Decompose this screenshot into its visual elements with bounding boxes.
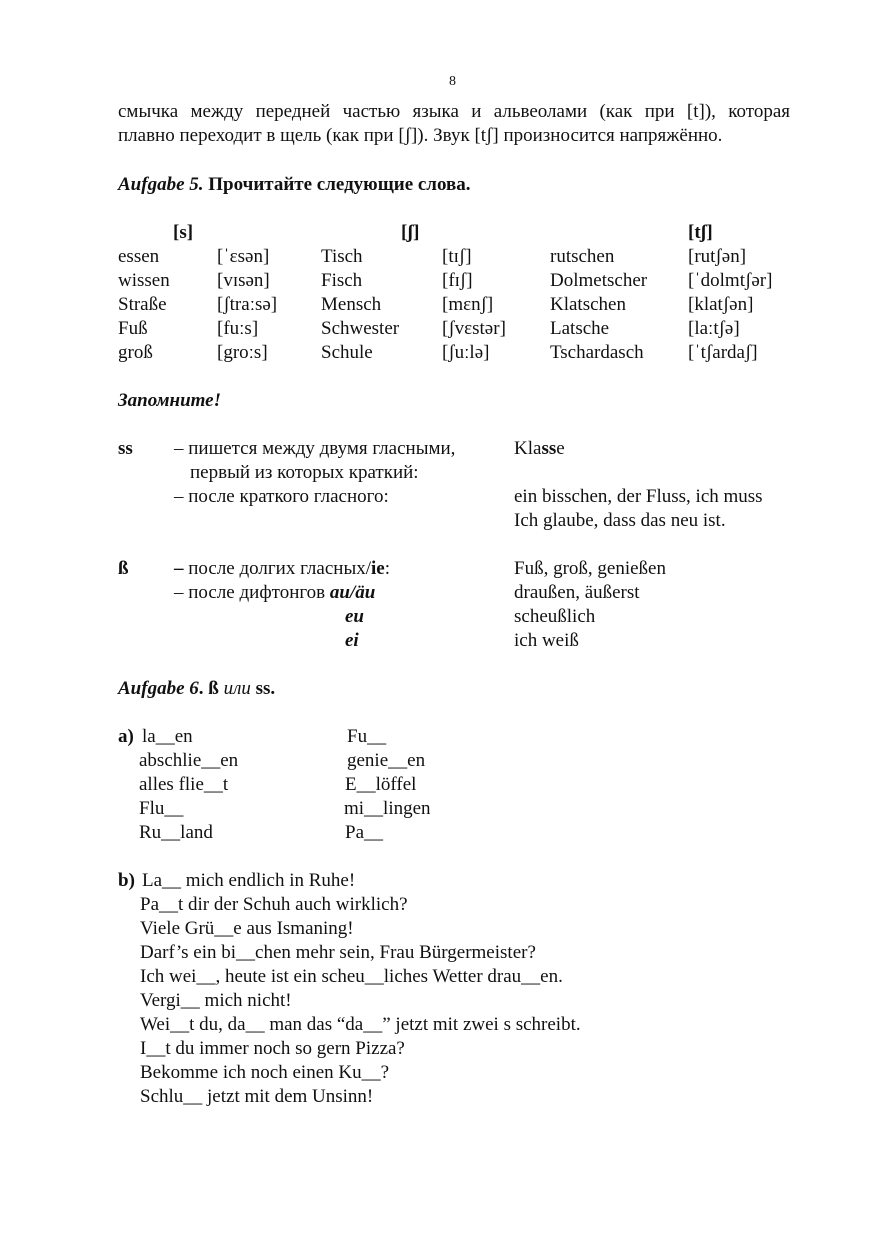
ipa-tsch-cell: [laːtʃə] [688, 318, 740, 339]
sz-rule-1: – после долгих гласных/ie: [174, 558, 390, 579]
word-tsch-cell: Klatschen [550, 294, 626, 315]
part-a-label: a) [118, 726, 134, 747]
word-sh-cell: Schwester [321, 318, 400, 339]
ss-rule-1-cont: первый из которых краткий: [190, 462, 419, 483]
exercise-sentence: Viele Grü__e aus Ismaning! [140, 918, 354, 939]
word-tsch-cell: rutschen [550, 246, 615, 267]
word-tsch-cell: Dolmetscher [550, 270, 648, 291]
part-b-label: b) [118, 870, 135, 891]
ipa-sh-cell: [ʃvɛstər] [442, 318, 506, 339]
exercise-sentence: Pa__t dir der Schuh auch wirklich? [140, 894, 408, 915]
remember-title: Запомните! [118, 390, 221, 411]
exercise-sentence: I__t du immer noch so gern Pizza? [140, 1038, 405, 1059]
ss-example-1: Klasse [514, 438, 565, 459]
exercise-item: Pa__ [345, 822, 383, 843]
word-s-cell: Straße [118, 294, 167, 315]
word-sh-cell: Fisch [321, 270, 363, 291]
ipa-tsch-cell: [rutʃən] [688, 246, 747, 267]
ipa-s-cell: [ˈɛsən] [217, 246, 270, 267]
ipa-tsch-cell: [ˈtʃardaʃ] [688, 342, 758, 363]
word-s-cell: wissen [118, 270, 170, 291]
word-s-cell: groß [118, 342, 153, 363]
ipa-s-cell: [groːs] [217, 342, 268, 363]
exercise-item: Fu__ [347, 726, 387, 747]
word-tsch-cell: Tschardasch [550, 342, 644, 363]
table-header: [tʃ] [688, 222, 713, 243]
exercise-sentence: Ich wei__, heute ist ein scheu__liches Wetter drau__en. [140, 966, 563, 987]
exercise-item: alles flie__t [139, 774, 229, 795]
exercise-item: Flu__ [139, 798, 184, 819]
ss-example-2-cont: Ich glaube, dass das neu ist. [514, 510, 726, 531]
exercise-sentence: Vergi__ mich nicht! [140, 990, 292, 1011]
ipa-sh-cell: [fɪʃ] [442, 270, 473, 291]
ipa-sh-cell: [tɪʃ] [442, 246, 472, 267]
intro-line: смычка между передней частью языка и альвеолами (как при [t]), которая [118, 101, 790, 122]
sz-example-4: ich weiß [514, 630, 579, 651]
ss-label: ss [118, 438, 133, 459]
sz-diphthong: ei [345, 630, 359, 651]
sz-diphthong: eu [345, 606, 364, 627]
task6-heading: Aufgabe 6. ß или ss. [118, 678, 276, 699]
word-sh-cell: Tisch [321, 246, 363, 267]
intro-line: плавно переходит в щель (как при [ʃ]). Звук [tʃ] произносится напряжённо. [118, 125, 723, 146]
ipa-tsch-cell: [ˈdolmtʃər] [688, 270, 773, 291]
ipa-sh-cell: [mɛnʃ] [442, 294, 494, 315]
word-sh-cell: Mensch [321, 294, 382, 315]
exercise-sentence: Darf’s ein bi__chen mehr sein, Frau Bürgermeister? [140, 942, 536, 963]
task5-instruction: Прочитайте следующие слова. [208, 174, 471, 195]
ss-example-2: ein bisschen, der Fluss, ich muss [514, 486, 763, 507]
exercise-item: Ru__land [139, 822, 213, 843]
sz-example-3: scheußlich [514, 606, 596, 627]
exercise-item: E__löffel [345, 774, 417, 795]
ss-rule-2: – после краткого гласного: [174, 486, 389, 507]
sz-rule-2: – после дифтонгов au/äu [174, 582, 376, 603]
exercise-sentence: Schlu__ jetzt mit dem Unsinn! [140, 1086, 374, 1107]
ss-rule-1: – пишется между двумя гласными, [174, 438, 456, 459]
table-header: [ʃ] [401, 222, 420, 243]
exercise-sentence: Wei__t du, da__ man das “da__” jetzt mit zwei s schreibt. [140, 1014, 581, 1035]
exercise-item: genie__en [347, 750, 426, 771]
task5-heading [118, 173, 471, 197]
ipa-tsch-cell: [klatʃən] [688, 294, 754, 315]
sz-example-2: draußen, äußerst [514, 582, 640, 603]
page-number: 8 [449, 74, 456, 89]
ipa-s-cell: [vɪsən] [217, 270, 270, 291]
exercise-sentence: La__ mich endlich in Ruhe! [142, 870, 356, 891]
ipa-sh-cell: [ʃuːlə] [442, 342, 490, 363]
sz-label: ß [118, 558, 129, 579]
word-s-cell: Fuß [118, 318, 148, 339]
word-s-cell: essen [118, 246, 160, 267]
exercise-item: mi__lingen [344, 798, 431, 819]
task5-label: Aufgabe 5. [118, 174, 204, 195]
sz-example-1: Fuß, groß, genießen [514, 558, 666, 579]
exercise-item: la__en [142, 726, 193, 747]
intro-paragraph [118, 100, 790, 148]
ipa-s-cell: [fuːs] [217, 318, 259, 339]
exercise-sentence: Bekomme ich noch einen Ku__? [140, 1062, 390, 1083]
exercise-item: abschlie__en [139, 750, 239, 771]
table-header: [s] [173, 222, 194, 243]
word-tsch-cell: Latsche [550, 318, 610, 339]
ipa-s-cell: [ʃtraːsə] [217, 294, 278, 315]
word-sh-cell: Schule [321, 342, 373, 363]
